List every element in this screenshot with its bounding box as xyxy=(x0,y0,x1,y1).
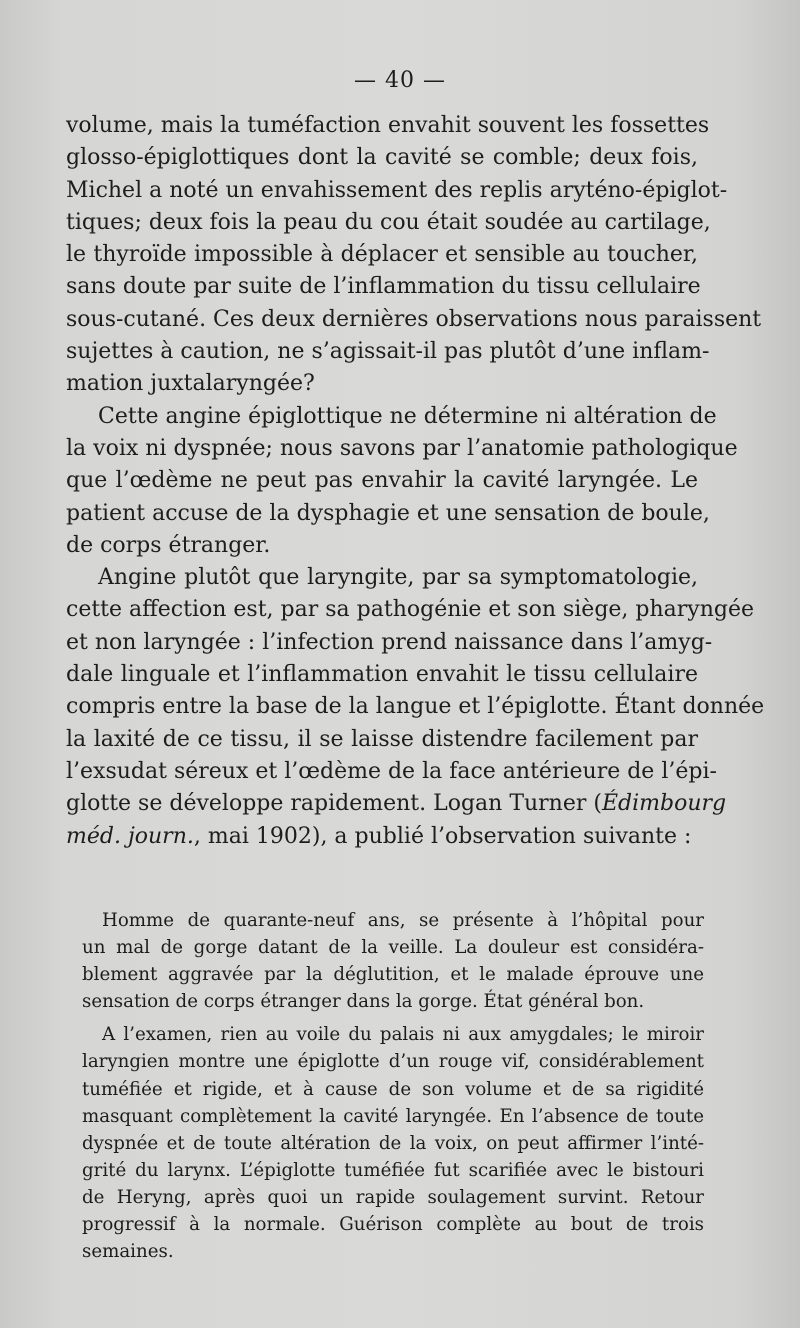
text-line: le thyroïde impossible à déplacer et sensible au toucher, xyxy=(66,242,698,268)
quote-line: blement aggravée par la déglutition, et le malade éprouve une xyxy=(82,964,704,986)
text-line: glosso-épiglottiques dont la cavité se comble; deux fois, xyxy=(66,145,698,171)
text-line: cette affection est, par sa pathogénie et son siège, pharyngée xyxy=(66,597,755,623)
citation-lead: glotte se développe rapidement. Logan Turner ( xyxy=(66,791,602,817)
text-line: la laxité de ce tissu, il se laisse distendre facilement par xyxy=(66,726,698,752)
text-line: sous-cutané. Ces deux dernières observations nous paraissent xyxy=(66,306,762,332)
quote-line: tuméfiée et rigide, et à cause de son volume et de sa rigidité xyxy=(82,1078,704,1100)
text-line: de corps étranger. xyxy=(66,532,271,558)
quote-line: dyspnée et de toute altération de la voix, on peut affirmer l’inté- xyxy=(82,1132,704,1154)
text-line: la voix ni dyspnée; nous savons par l’anatomie pathologique xyxy=(66,435,738,461)
text-line: compris entre la base de la langue et l’épiglotte. Étant donnée xyxy=(66,694,765,720)
text-line: mation juxtalaryngée? xyxy=(66,371,315,397)
main-body-text xyxy=(66,110,765,853)
text-line: dale linguale et l’inflammation envahit le tissu cellulaire xyxy=(66,662,698,688)
text-line: patient accuse de la dysphagie et une sensation de boule, xyxy=(66,500,710,526)
page-number: — 40 — xyxy=(354,68,446,93)
quote-line: un mal de gorge datant de la veille. La douleur est considéra- xyxy=(82,937,704,959)
text-line: volume, mais la tuméfaction envahit souvent les fossettes xyxy=(66,113,710,138)
citation-journal: Édimbourg xyxy=(601,791,727,817)
quote-line: A l’examen, rien au voile du palais ni aux amygdales; le miroir xyxy=(102,1024,704,1046)
quote-line: masquant complètement la cavité laryngée. En l’absence de toute xyxy=(82,1105,704,1127)
quote-line: semaines. xyxy=(82,1241,174,1263)
observation-quote xyxy=(82,907,704,1265)
text-line xyxy=(66,821,698,853)
text-line: Michel a noté un envahissement des replis aryténo-épiglot- xyxy=(66,177,728,203)
text-line: Cette angine épiglottique ne détermine ni altération de xyxy=(98,403,717,429)
text-line: l’exsudat séreux et l’œdème de la face antérieure de l’épi- xyxy=(66,758,717,784)
quote-line: sensation de corps étranger dans la gorge. État général bon. xyxy=(82,991,645,1013)
quote-line: Homme de quarante-neuf ans, se présente à l’hôpital pour xyxy=(102,910,704,931)
quote-line: grité du larynx. L’épiglotte tuméfiée fut scarifiée avec le bistouri xyxy=(82,1159,704,1181)
citation-rest: , mai 1902), a publié l’observation suivante : xyxy=(193,823,692,849)
quote-line: laryngien montre une épiglotte d’un rouge vif, considérablement xyxy=(82,1051,704,1073)
text-line: et non laryngée : l’infection prend naissance dans l’amyg- xyxy=(66,629,713,655)
citation-journal-abbrev: méd. journ. xyxy=(66,823,194,849)
text-line: sans doute par suite de l’inflammation du tissu cellulaire xyxy=(66,274,701,300)
text-line xyxy=(66,788,727,820)
text-line: que l’œdème ne peut pas envahir la cavité laryngée. Le xyxy=(66,468,698,494)
text-line: tiques; deux fois la peau du cou était soudée au cartilage, xyxy=(66,209,711,235)
quote-line: de Heryng, après quoi un rapide soulagement survint. Retour xyxy=(82,1186,704,1208)
text-line: Angine plutôt que laryngite, par sa symptomatologie, xyxy=(98,565,698,591)
quote-line: progressif à la normale. Guérison complète au bout de trois xyxy=(82,1214,704,1236)
text-line: sujettes à caution, ne s’agissait-il pas plutôt d’une inflam- xyxy=(66,339,710,365)
